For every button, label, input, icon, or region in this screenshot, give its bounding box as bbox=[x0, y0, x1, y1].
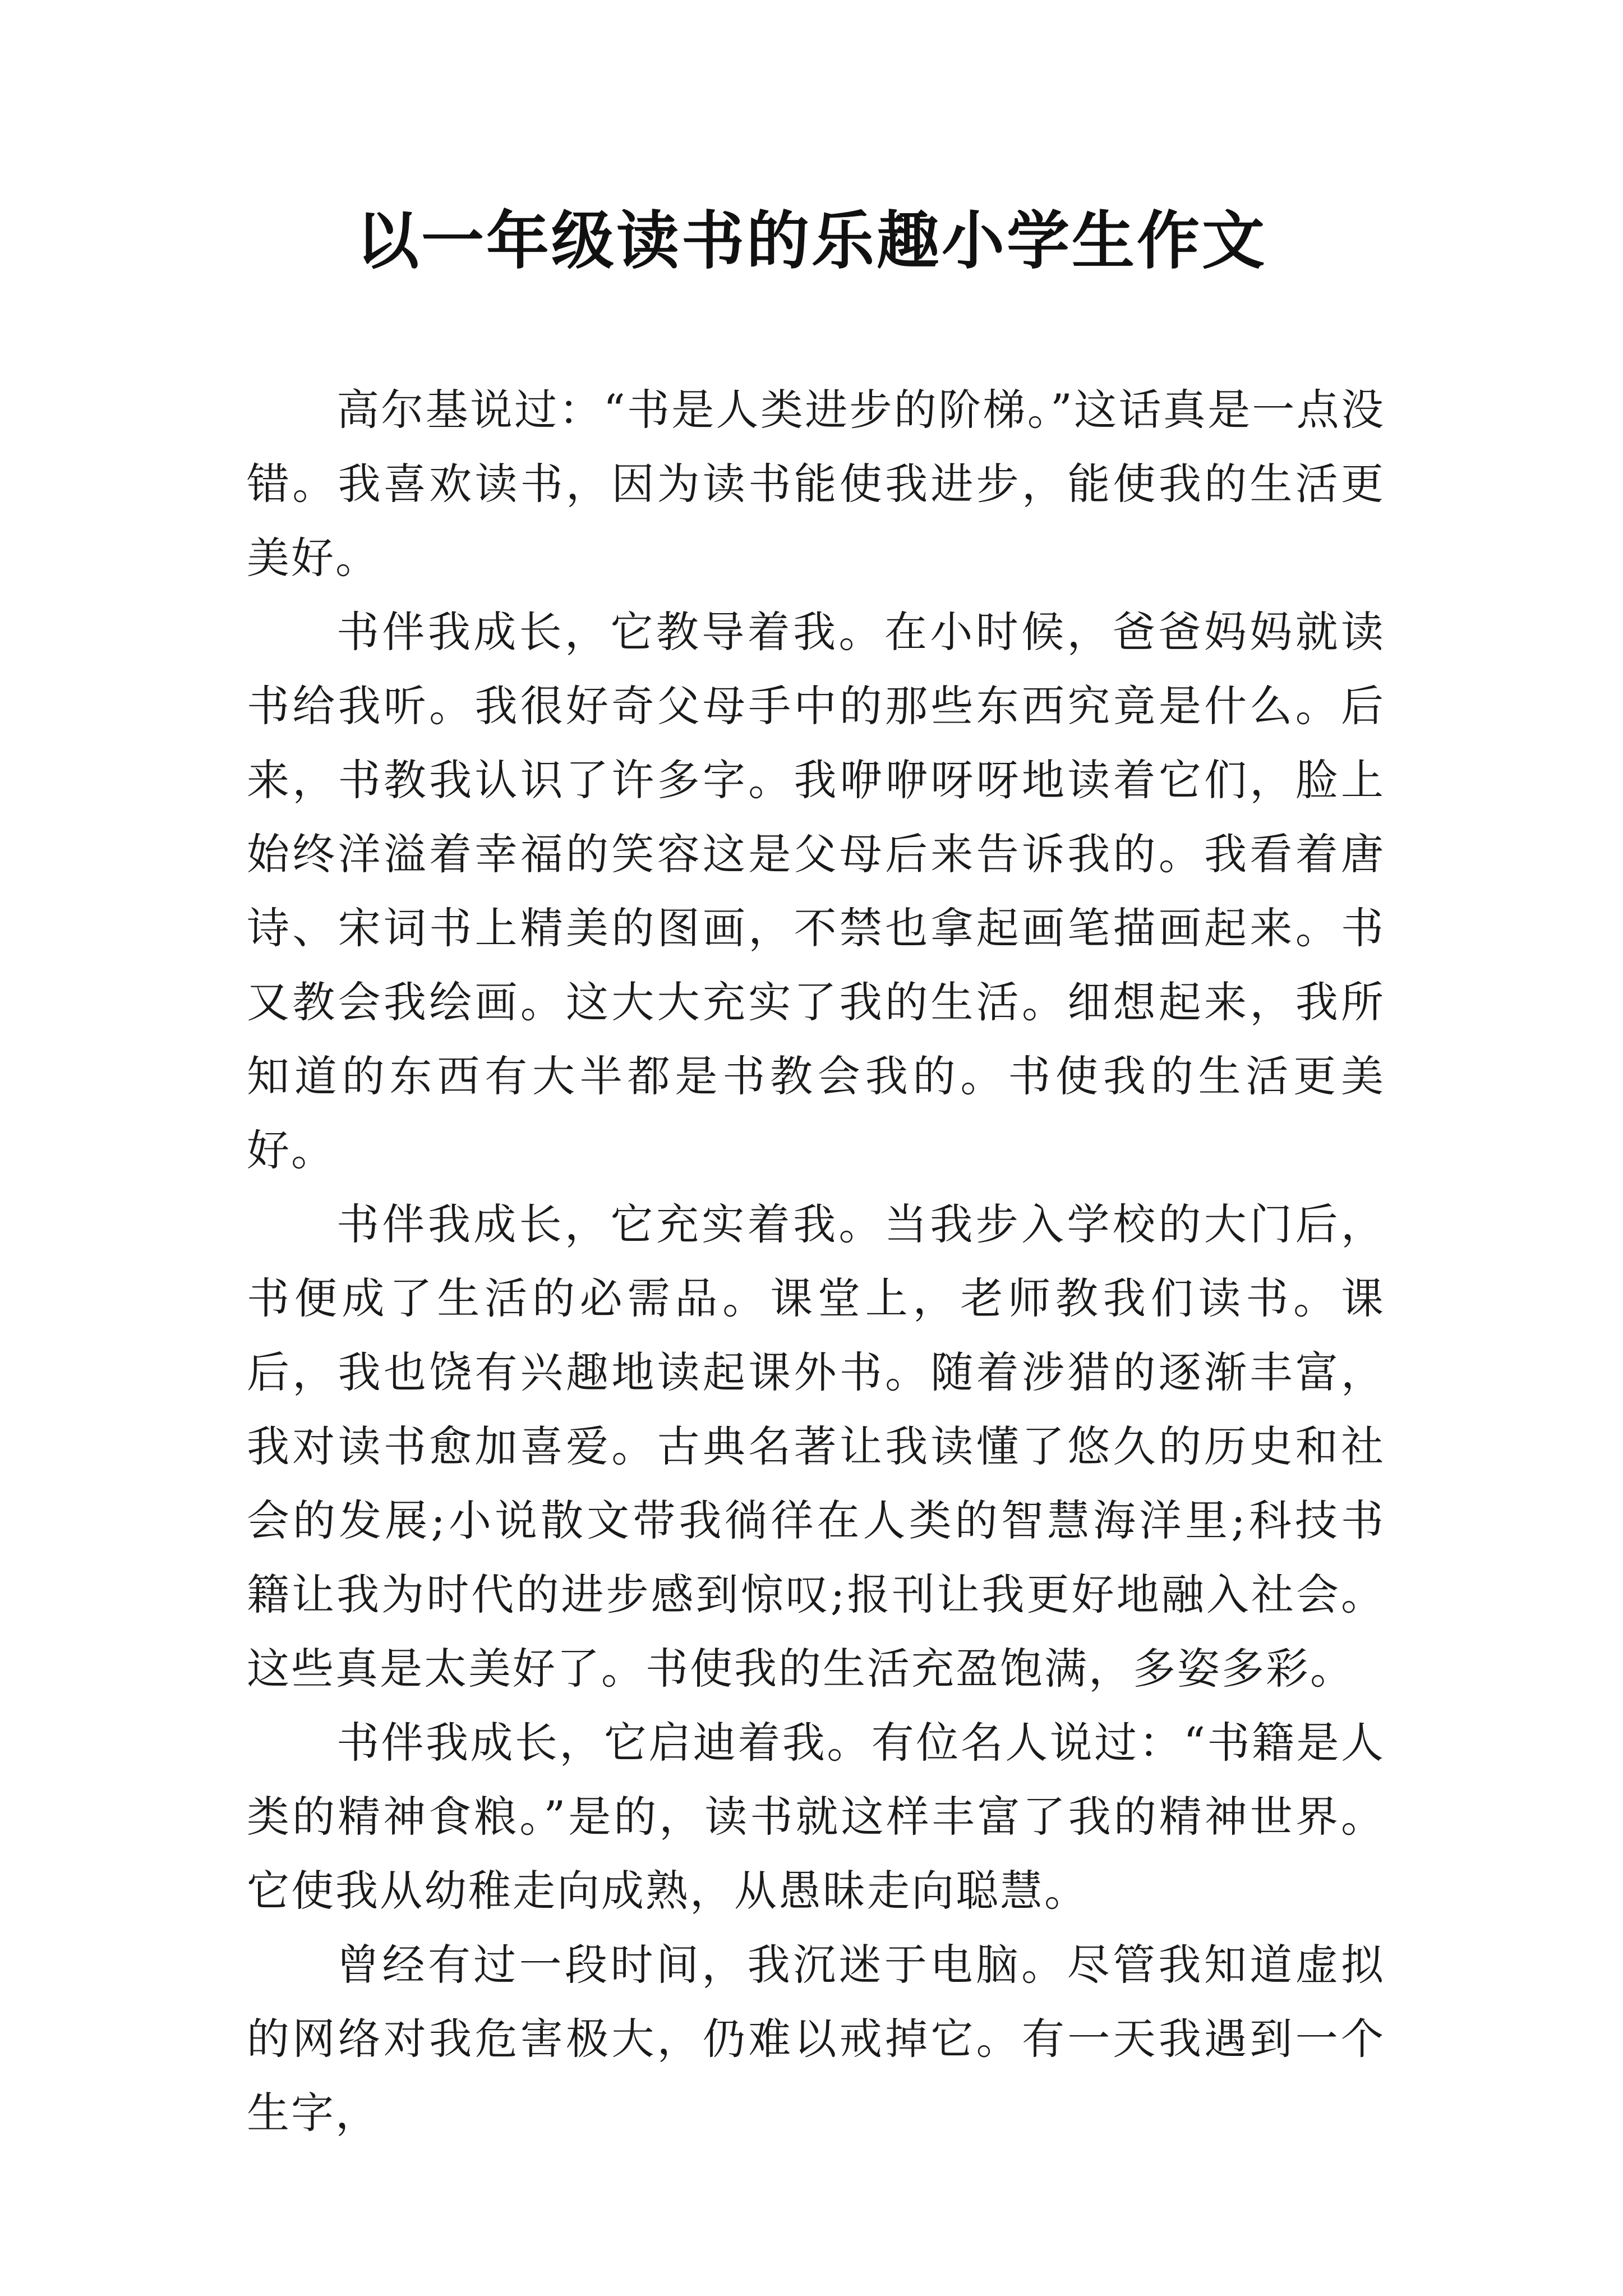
paragraph-2: 书伴我成长，它教导着我。在小时候，爸爸妈妈就读书给我听。我很好奇父母手中的那些东西究竟是什么。后来，书教我认识了许多字。我咿咿呀呀地读着它们，脸上始终洋溢着幸福的笑容这是父母后来告诉我的。我看着唐诗、宋词书上精美的图画，不禁也拿起画笔描画起来。书又教会我绘画。这大大充实了我的生活。细想起来，我所知道的东西有大半都是书教会我的。书使我的生活更美好。 bbox=[247, 607, 1385, 1175]
paragraph-1: 高尔基说过：“书是人类进步的阶梯。”这话真是一点没错。我喜欢读书，因为读书能使我进步，能使我的生活更美好。 bbox=[247, 385, 1385, 583]
document-title: 以一年级读书的乐趣小学生作文 bbox=[356, 204, 1267, 278]
paragraph-4: 书伴我成长，它启迪着我。有位名人说过：“书籍是人类的精神食粮。”是的，读书就这样丰富了我的精神世界。它使我从幼稚走向成熟，从愚昧走向聪慧。 bbox=[247, 1718, 1385, 1916]
document-body bbox=[247, 373, 1385, 2150]
paragraph-3: 书伴我成长，它充实着我。当我步入学校的大门后，书便成了生活的必需品。课堂上，老师教我们读书。课后，我也饶有兴趣地读起课外书。随着涉猎的逐渐丰富，我对读书愈加喜爱。古典名著让我读懂了悠久的历史和社会的发展;小说散文带我徜徉在人类的智慧海洋里;科技书籍让我为时代的进步感到惊叹;报刊让我更好地融入社会。这些真是太美好了。书使我的生活充盈饱满，多姿多彩。 bbox=[247, 1199, 1385, 1694]
paragraph-5: 曾经有过一段时间，我沉迷于电脑。尽管我知道虚拟的网络对我危害极大，仍难以戒掉它。有一天我遇到一个生字， bbox=[247, 1940, 1385, 2138]
